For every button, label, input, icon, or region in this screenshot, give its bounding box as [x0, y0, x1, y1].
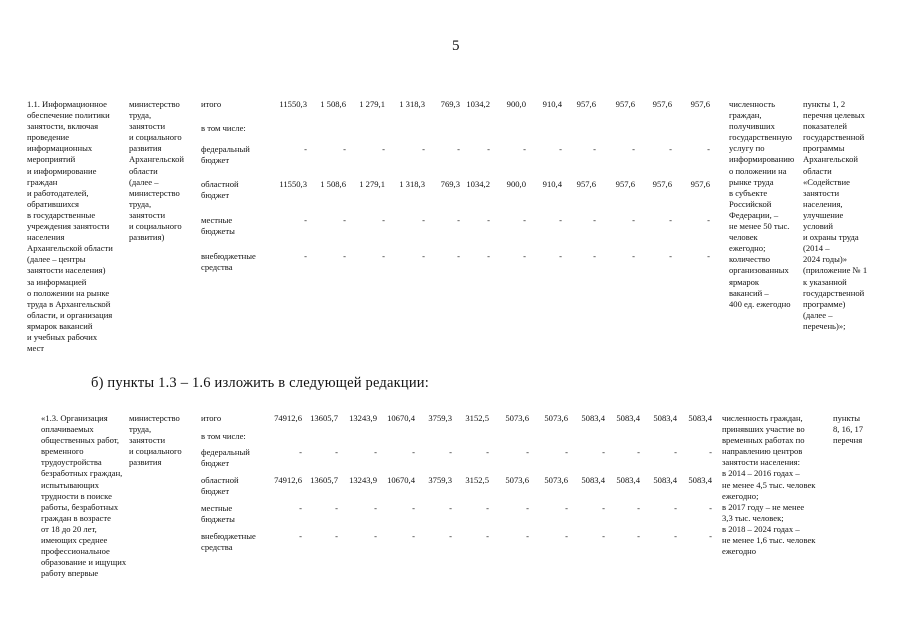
funding-value-cell: 900,0	[506, 179, 526, 189]
funding-value-cell: 1 279,1	[359, 179, 385, 189]
funding-source-label	[201, 531, 256, 553]
result-indicator-line: ежегодно	[722, 546, 757, 557]
target-reference-line: (далее –	[803, 309, 833, 320]
funding-value-cell: -	[593, 215, 596, 225]
funding-source-label	[201, 413, 221, 424]
funding-value-cell: 3152,5	[465, 475, 489, 485]
responsible-executor-line: министерство	[129, 99, 180, 109]
funding-value-cell: -	[565, 503, 568, 513]
measure-description-line: профессиональное	[41, 546, 110, 557]
responsible-executor-line: (далее –	[129, 176, 159, 187]
result-indicator-line: Российской	[729, 198, 772, 209]
funding-value-cell: -	[457, 251, 460, 261]
measure-description-line: оплачиваемых	[41, 424, 94, 435]
target-reference	[803, 99, 867, 332]
funding-value-cell: 11550,3	[279, 179, 307, 189]
target-reference-line: программе)	[803, 298, 846, 309]
funding-value-cell: -	[637, 531, 640, 541]
funding-source-label	[201, 99, 221, 110]
funding-source-label-line: итого	[201, 99, 222, 109]
funding-value-cell: -	[299, 531, 302, 541]
funding-value-cell: 957,6	[615, 179, 635, 189]
funding-value-cell: 957,6	[576, 179, 596, 189]
funding-value-cell: -	[593, 251, 596, 261]
funding-value-cell: 957,6	[652, 99, 672, 109]
result-indicator-line: 400 ед. ежегодно	[729, 298, 791, 309]
target-reference-line: улучшение	[803, 209, 844, 220]
funding-value-cell: -	[304, 215, 307, 225]
result-indicator-line: Федерации, –	[729, 209, 779, 220]
funding-value-cell: -	[343, 215, 346, 225]
result-indicator-line: не менее 1,6 тыс. человек	[722, 535, 816, 546]
funding-source-label-line: бюджеты	[201, 514, 235, 525]
funding-source-label-line: федеральный	[201, 144, 250, 154]
result-indicator-line: услугу по	[729, 143, 765, 154]
funding-value-cell: 1034,2	[466, 99, 490, 109]
result-indicator-line: направлению центров	[722, 446, 803, 457]
funding-source-label-line: итого	[201, 413, 222, 423]
measure-description-line: граждан	[27, 176, 58, 187]
result-indicator-line: в субъекте	[729, 187, 768, 198]
measure-description-line: мест	[27, 343, 45, 354]
funding-value-cell: -	[593, 144, 596, 154]
measure-description-line: Архангельской области	[27, 243, 113, 254]
funding-value-cell: -	[707, 144, 710, 154]
funding-value-cell: -	[707, 251, 710, 261]
result-indicator-line: получивших	[729, 121, 775, 132]
result-indicator-line: вакансий –	[729, 287, 769, 298]
result-indicator-line: человек	[729, 232, 758, 243]
funding-value-cell: 10670,4	[387, 475, 415, 485]
funding-source-label-line: бюджет	[201, 458, 230, 469]
funding-source-label-line: в том числе:	[201, 123, 246, 133]
funding-value-cell: 5083,4	[688, 475, 712, 485]
result-indicator-line: рынке труда	[729, 176, 774, 187]
funding-value-cell: 5083,4	[581, 475, 605, 485]
funding-value-cell: -	[674, 531, 677, 541]
target-reference-line: программы	[803, 143, 845, 154]
funding-value-cell: -	[637, 503, 640, 513]
funding-source-label-line: бюджет	[201, 190, 230, 201]
measure-description-line: информационных	[27, 143, 93, 154]
funding-value-cell: -	[709, 531, 712, 541]
result-indicator-line: в 2017 году – не менее	[722, 501, 805, 512]
funding-value-cell: -	[602, 447, 605, 457]
funding-value-cell: -	[523, 215, 526, 225]
funding-source-label-line: средства	[201, 542, 233, 553]
funding-value-cell: -	[457, 215, 460, 225]
result-indicator-line: информированию	[729, 154, 795, 165]
responsible-executor-line: и социального	[129, 446, 182, 457]
funding-value-cell: 957,6	[576, 99, 596, 109]
funding-value-cell: -	[382, 251, 385, 261]
funding-value-cell: -	[382, 215, 385, 225]
target-reference-line: перечень)»;	[803, 320, 846, 331]
measure-description-line: от 18 до 20 лет,	[41, 523, 97, 534]
measure-description-line: ярмарок вакансий	[27, 320, 93, 331]
funding-value-cell: 5083,4	[581, 413, 605, 423]
funding-source-label	[201, 144, 250, 166]
funding-value-cell: -	[335, 531, 338, 541]
funding-value-cell: -	[565, 447, 568, 457]
funding-value-cell: -	[304, 251, 307, 261]
funding-value-cell: 3152,5	[465, 413, 489, 423]
responsible-executor-line: труда,	[129, 110, 152, 121]
funding-value-cell: -	[526, 531, 529, 541]
funding-value-cell: -	[523, 251, 526, 261]
funding-value-cell: -	[523, 144, 526, 154]
funding-value-cell: -	[526, 447, 529, 457]
funding-value-cell: -	[632, 215, 635, 225]
responsible-executor-line: министерство	[129, 187, 180, 198]
responsible-executor-line: Архангельской	[129, 154, 184, 165]
funding-source-label-line: федеральный	[201, 447, 250, 457]
measure-description-line: о положении на рынке	[27, 287, 110, 298]
measure-description-line: обратившихся	[27, 198, 80, 209]
funding-value-cell: 74912,6	[274, 475, 302, 485]
target-reference-line: перечня целевых	[803, 110, 865, 121]
funding-value-cell: -	[707, 215, 710, 225]
result-indicator-line: принявших участие во	[722, 424, 805, 435]
funding-value-cell: -	[669, 144, 672, 154]
funding-value-cell: -	[299, 503, 302, 513]
result-indicator-line: 3,3 тыс. человек;	[722, 512, 784, 523]
measure-description-line: за информацией	[27, 276, 87, 287]
result-indicator-line: организованных	[729, 265, 789, 276]
target-reference-line: к указанной	[803, 276, 847, 287]
funding-source-label-line: областной	[201, 179, 239, 189]
funding-source-label	[201, 431, 246, 442]
funding-value-cell: -	[335, 447, 338, 457]
funding-value-cell: -	[526, 503, 529, 513]
funding-value-cell: 957,6	[652, 179, 672, 189]
responsible-executor-line: труда,	[129, 198, 152, 209]
result-indicator-line: не менее 4,5 тыс. человек	[722, 479, 816, 490]
funding-value-cell: 769,3	[440, 179, 460, 189]
result-indicator-line: ежегодно;	[722, 490, 759, 501]
measure-description-line: граждан в возрасте	[41, 512, 111, 523]
funding-value-cell: -	[669, 251, 672, 261]
funding-value-cell: 910,4	[542, 99, 562, 109]
funding-value-cell: -	[374, 531, 377, 541]
measure-description-line: занятости, включая	[27, 121, 99, 132]
funding-value-cell: -	[487, 215, 490, 225]
funding-value-cell: -	[304, 144, 307, 154]
measure-description-line: и учебных рабочих	[27, 331, 98, 342]
measure-description-line: в государственные	[27, 209, 96, 220]
measure-description-line: 1.1. Информационное	[27, 99, 107, 109]
measure-description-line: (далее – центры	[27, 254, 86, 265]
target-reference-line: государственной	[803, 287, 865, 298]
responsible-executor-line: министерство	[129, 413, 180, 423]
result-indicator-line: численность	[729, 99, 776, 109]
funding-source-label	[201, 447, 250, 469]
funding-value-cell: 1 318,3	[399, 99, 425, 109]
measure-description-line: трудоустройства	[41, 457, 102, 468]
responsible-executor-line: занятости	[129, 121, 166, 132]
measure-description	[27, 99, 113, 354]
funding-value-cell: 1 508,6	[320, 99, 346, 109]
funding-value-cell: 10670,4	[387, 413, 415, 423]
funding-source-label	[201, 123, 246, 134]
funding-value-cell: -	[412, 531, 415, 541]
funding-value-cell: -	[374, 503, 377, 513]
funding-value-cell: 74912,6	[274, 413, 302, 423]
funding-source-label	[201, 215, 235, 237]
responsible-executor-line: и социального	[129, 132, 182, 143]
funding-source-label-line: внебюджетные	[201, 251, 256, 261]
responsible-executor-line: области	[129, 165, 158, 176]
funding-value-cell: -	[449, 503, 452, 513]
measure-description-line: испытывающих	[41, 479, 100, 490]
target-reference-line: населения,	[803, 198, 843, 209]
result-indicator-line: в 2018 – 2024 годах –	[722, 523, 800, 534]
target-reference-line: (2014 –	[803, 243, 830, 254]
result-indicator-line: ежегодно;	[729, 243, 766, 254]
funding-value-cell: -	[422, 144, 425, 154]
result-indicator-line: о положении на	[729, 165, 787, 176]
result-indicator-line: ярмарок	[729, 276, 760, 287]
funding-value-cell: -	[486, 447, 489, 457]
funding-source-label-line: внебюджетные	[201, 531, 256, 541]
funding-value-cell: -	[559, 215, 562, 225]
funding-value-cell: -	[559, 144, 562, 154]
target-reference-line: пункты	[833, 413, 861, 423]
funding-value-cell: 5073,6	[505, 475, 529, 485]
funding-value-cell: -	[709, 447, 712, 457]
funding-value-cell: 11550,3	[279, 99, 307, 109]
funding-value-cell: 5083,4	[616, 475, 640, 485]
responsible-executor-line: развития	[129, 457, 162, 468]
funding-source-label	[201, 179, 239, 201]
responsible-executor-line: занятости	[129, 209, 166, 220]
measure-description-line: имеющих среднее	[41, 535, 108, 546]
funding-value-cell: 3759,3	[428, 475, 452, 485]
result-indicator-line: занятости населения:	[722, 457, 801, 468]
funding-value-cell: -	[487, 251, 490, 261]
responsible-executor-line: труда,	[129, 424, 152, 435]
target-reference-line: показателей	[803, 121, 848, 132]
target-reference-line: области	[803, 165, 832, 176]
measure-description-line: области, и организация	[27, 309, 113, 320]
target-reference-line: государственной	[803, 132, 865, 143]
funding-value-cell: -	[486, 531, 489, 541]
responsible-executor-line: и социального	[129, 221, 182, 232]
funding-value-cell: -	[422, 251, 425, 261]
measure-description-line: занятости населения)	[27, 265, 106, 276]
funding-value-cell: 5083,4	[653, 413, 677, 423]
funding-value-cell: 5083,4	[653, 475, 677, 485]
measure-description-line: и информирование	[27, 165, 97, 176]
funding-value-cell: -	[382, 144, 385, 154]
funding-value-cell: -	[674, 503, 677, 513]
funding-value-cell: -	[422, 215, 425, 225]
funding-source-label-line: местные	[201, 503, 233, 513]
funding-value-cell: 769,3	[440, 99, 460, 109]
target-reference-line: условий	[803, 221, 833, 232]
funding-value-cell: -	[412, 447, 415, 457]
target-reference-line: занятости	[803, 187, 840, 198]
funding-value-cell: -	[343, 251, 346, 261]
result-indicator	[722, 413, 815, 557]
funding-source-label	[201, 475, 239, 497]
funding-value-cell: 1 508,6	[320, 179, 346, 189]
measure-description-line: безработных граждан,	[41, 468, 123, 479]
result-indicator	[729, 99, 794, 310]
funding-value-cell: -	[602, 503, 605, 513]
funding-source-label-line: бюджет	[201, 155, 230, 166]
funding-source-label-line: бюджет	[201, 486, 230, 497]
funding-value-cell: 1034,2	[466, 179, 490, 189]
funding-value-cell: -	[412, 503, 415, 513]
result-indicator-line: количество	[729, 254, 771, 265]
measure-description-line: временного	[41, 446, 84, 457]
measure-description-line: и работодателей,	[27, 187, 89, 198]
funding-value-cell: 5083,4	[688, 413, 712, 423]
measure-description	[41, 413, 126, 579]
target-reference-line: и охраны труда	[803, 232, 859, 243]
result-indicator-line: в 2014 – 2016 годах –	[722, 468, 800, 479]
responsible-executor	[129, 99, 184, 243]
section-heading: б) пункты 1.3 – 1.6 изложить в следующей редакции:	[91, 375, 429, 391]
funding-value-cell: 957,6	[690, 179, 710, 189]
funding-value-cell: -	[487, 144, 490, 154]
responsible-executor-line: занятости	[129, 435, 166, 446]
funding-value-cell: 910,4	[542, 179, 562, 189]
funding-value-cell: 13243,9	[349, 413, 377, 423]
funding-value-cell: 13243,9	[349, 475, 377, 485]
responsible-executor	[129, 413, 182, 468]
responsible-executor-line: развития)	[129, 232, 165, 243]
funding-value-cell: -	[632, 144, 635, 154]
measure-description-line: труда в Архангельской	[27, 298, 111, 309]
funding-value-cell: 1 318,3	[399, 179, 425, 189]
target-reference-line: 8, 16, 17	[833, 424, 864, 435]
target-reference-line: Архангельской	[803, 154, 858, 165]
funding-value-cell: 5083,4	[616, 413, 640, 423]
funding-source-label-line: областной	[201, 475, 239, 485]
funding-value-cell: -	[374, 447, 377, 457]
measure-description-line: учреждения занятости	[27, 221, 110, 232]
funding-source-label	[201, 503, 235, 525]
target-reference-line: (приложение № 1	[803, 265, 868, 276]
funding-value-cell: -	[299, 447, 302, 457]
measure-description-line: работу впервые	[41, 568, 99, 579]
measure-description-line: работы, безработных	[41, 501, 119, 512]
funding-value-cell: -	[457, 144, 460, 154]
funding-source-label-line: местные	[201, 215, 233, 225]
target-reference-line: пункты 1, 2	[803, 99, 846, 109]
measure-description-line: проведение	[27, 132, 70, 143]
funding-value-cell: -	[449, 531, 452, 541]
page-number: 5	[452, 38, 460, 54]
measure-description-line: населения	[27, 232, 65, 243]
result-indicator-line: численность граждан,	[722, 413, 803, 423]
measure-description-line: мероприятий	[27, 154, 76, 165]
funding-value-cell: -	[709, 503, 712, 513]
target-reference-line: «Содействие	[803, 176, 850, 187]
funding-value-cell: -	[632, 251, 635, 261]
funding-value-cell: 5073,6	[544, 413, 568, 423]
result-indicator-line: граждан,	[729, 110, 762, 121]
result-indicator-line: не менее 50 тыс.	[729, 221, 790, 232]
funding-value-cell: 957,6	[615, 99, 635, 109]
funding-value-cell: -	[637, 447, 640, 457]
funding-source-label-line: в том числе:	[201, 431, 246, 441]
funding-value-cell: -	[449, 447, 452, 457]
measure-description-line: обеспечение политики	[27, 110, 110, 121]
funding-value-cell: 957,6	[690, 99, 710, 109]
funding-value-cell: -	[343, 144, 346, 154]
result-indicator-line: временных работах по	[722, 435, 805, 446]
funding-value-cell: -	[335, 503, 338, 513]
funding-value-cell: 5073,6	[544, 475, 568, 485]
funding-value-cell: -	[486, 503, 489, 513]
target-reference-line: 2024 годы)»	[803, 254, 848, 265]
measure-description-line: «1.3. Организация	[41, 413, 108, 423]
funding-value-cell: -	[559, 251, 562, 261]
funding-source-label-line: средства	[201, 262, 233, 273]
measure-description-line: общественных работ,	[41, 435, 120, 446]
funding-value-cell: -	[602, 531, 605, 541]
measure-description-line: образование и ищущих	[41, 557, 127, 568]
funding-value-cell: 900,0	[506, 99, 526, 109]
funding-value-cell: 1 279,1	[359, 99, 385, 109]
funding-value-cell: 13605,7	[310, 475, 338, 485]
funding-source-label	[201, 251, 256, 273]
funding-source-label-line: бюджеты	[201, 226, 235, 237]
result-indicator-line: государственную	[729, 132, 793, 143]
responsible-executor-line: развития	[129, 143, 162, 154]
funding-value-cell: 13605,7	[310, 413, 338, 423]
measure-description-line: трудности в поиске	[41, 490, 112, 501]
target-reference	[833, 413, 863, 446]
funding-value-cell: -	[565, 531, 568, 541]
funding-value-cell: -	[674, 447, 677, 457]
funding-value-cell: 3759,3	[428, 413, 452, 423]
funding-value-cell: -	[669, 215, 672, 225]
funding-value-cell: 5073,6	[505, 413, 529, 423]
target-reference-line: перечня	[833, 435, 863, 446]
